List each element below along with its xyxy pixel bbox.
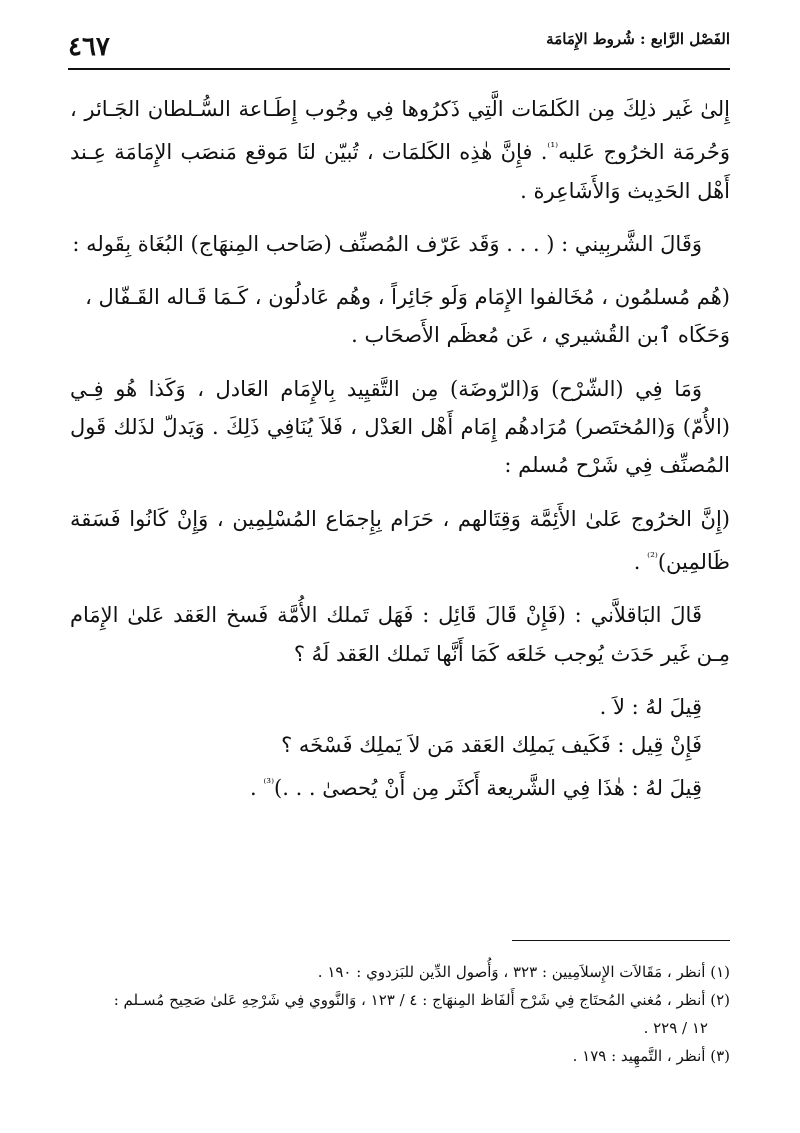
footnote-ref: ⁽³⁾ [263,776,275,791]
quote-paragraph: (هُم مُسلمُون ، مُخَالفوا الإِمَام وَلَو جَائِراً ، وهُم عَادلُون ، كَـمَا قَـاله القَـفّال ، [85,285,730,310]
dialogue-line [70,764,730,807]
main-text [70,90,730,808]
footnote-3: (٣) أنظر ، التَّمهِيد : ١٧٩ . [572,1047,730,1065]
dialogue-line: قِيلَ لهُ : لاَ . [599,694,702,719]
footnotes [70,958,730,1070]
running-header [68,28,730,70]
footnote-ref: ⁽²⁾ [647,549,658,564]
quote-paragraph [70,500,730,582]
paragraph: وَحَكَاه ٱبن القُشيري ، عَن مُعظَم الأَصحَاب . [351,323,730,348]
text-run: إِلىٰ غَير ذلِكَ مِن الكَلمَات الَّتِي ذَكرُوها فِي وجُوب إِطَـاعة السُّـلطان الجَـائر ، [70,97,730,121]
footnote-ref: ⁽¹⁾ [547,140,559,155]
footnote-divider [512,940,730,941]
text-run: وَحُرمَة الخرُوج عَليه [558,140,730,165]
dialogue-line: فَإِنْ قِيل : فَكَيف يَملِك العَقد مَن لاَ يَملِك فَسْخَه ؟ [281,733,702,758]
paragraph: وَقَالَ الشَّربِيني : ( . . . وَقَد عَرّف المُصنِّف (صَاحب المِنهَاج) البُغَاة بِقَوله : [72,231,702,256]
footnote-2-continued: ١٢ / ٢٢٩ . [643,1019,708,1037]
paragraph: وَمَا فِي (الشّرْح) وَ(الرّوضَة) مِن التَّقيِيد بِالإِمَام العَادل ، وَكَذا هُو فِـي (الأُمّ) وَ(المُختَصر) مُرَادهُم إِمَام أَهْل العَدْل ، فَلاَ يُنَافِي ذَلِكَ . وَيَدلّ لذَلك قَول المُصنِّف فِي شَرْح مُسلم : [70,376,730,478]
page-number: ٤٦٧ [68,32,110,62]
paragraph: قَالَ البَاقلاَّني : (فَإِنْ قَالَ قَائِل : فَهَل تَملك الأُمَّة فَسخ العَقد عَلىٰ الإِمَام مِـن غَير حَدَث يُوجب خَلعَه كَمَا أَنَّها تَملك العَقد لَهُ ؟ [70,603,730,666]
text-run: (إِنَّ الخرُوج عَلىٰ الأَئِمَّة وَقِتَالهم ، حَرَام بِإِجمَاع المُسْلِمِين ، وَإِنْ كَانُوا فَسَقة ظَالمِين) [70,506,730,574]
text-run: . فإِنَّ هٰذِه الكَلمَات ، تُبيّن لنَا مَوقع مَنصَب الإِمَامَة عِـند أَهْل الحَدِيث وَالأَشَاعِرة . [70,140,730,203]
footnote-2: (٢) أنظر ، مُغني المُحتَاج فِي شَرْح أَلفَاظ المِنهَاج : ٤ / ١٢٣ ، وَالنَّووي فِي شَرْحِهِ عَلىٰ صَحِيح مُسـلم : [113,991,730,1009]
paragraph [70,90,730,210]
footnote-1: (١) أنظر ، مَقَالاَت الإِسلاَمِيين : ٣٢٣ ، وَأُصول الدِّين للبَزدوي : ١٩٠ . [317,963,730,981]
chapter-title: الفَصْل الرَّابع : شُروط الإِمَامَة [546,30,730,48]
text-run: قِيلَ لهُ : هٰذَا فِي الشَّريعة أَكثَر مِن أَنْ يُحصىٰ . . .) [274,776,702,801]
text-run: . [633,549,648,574]
text-run: . [249,776,264,801]
